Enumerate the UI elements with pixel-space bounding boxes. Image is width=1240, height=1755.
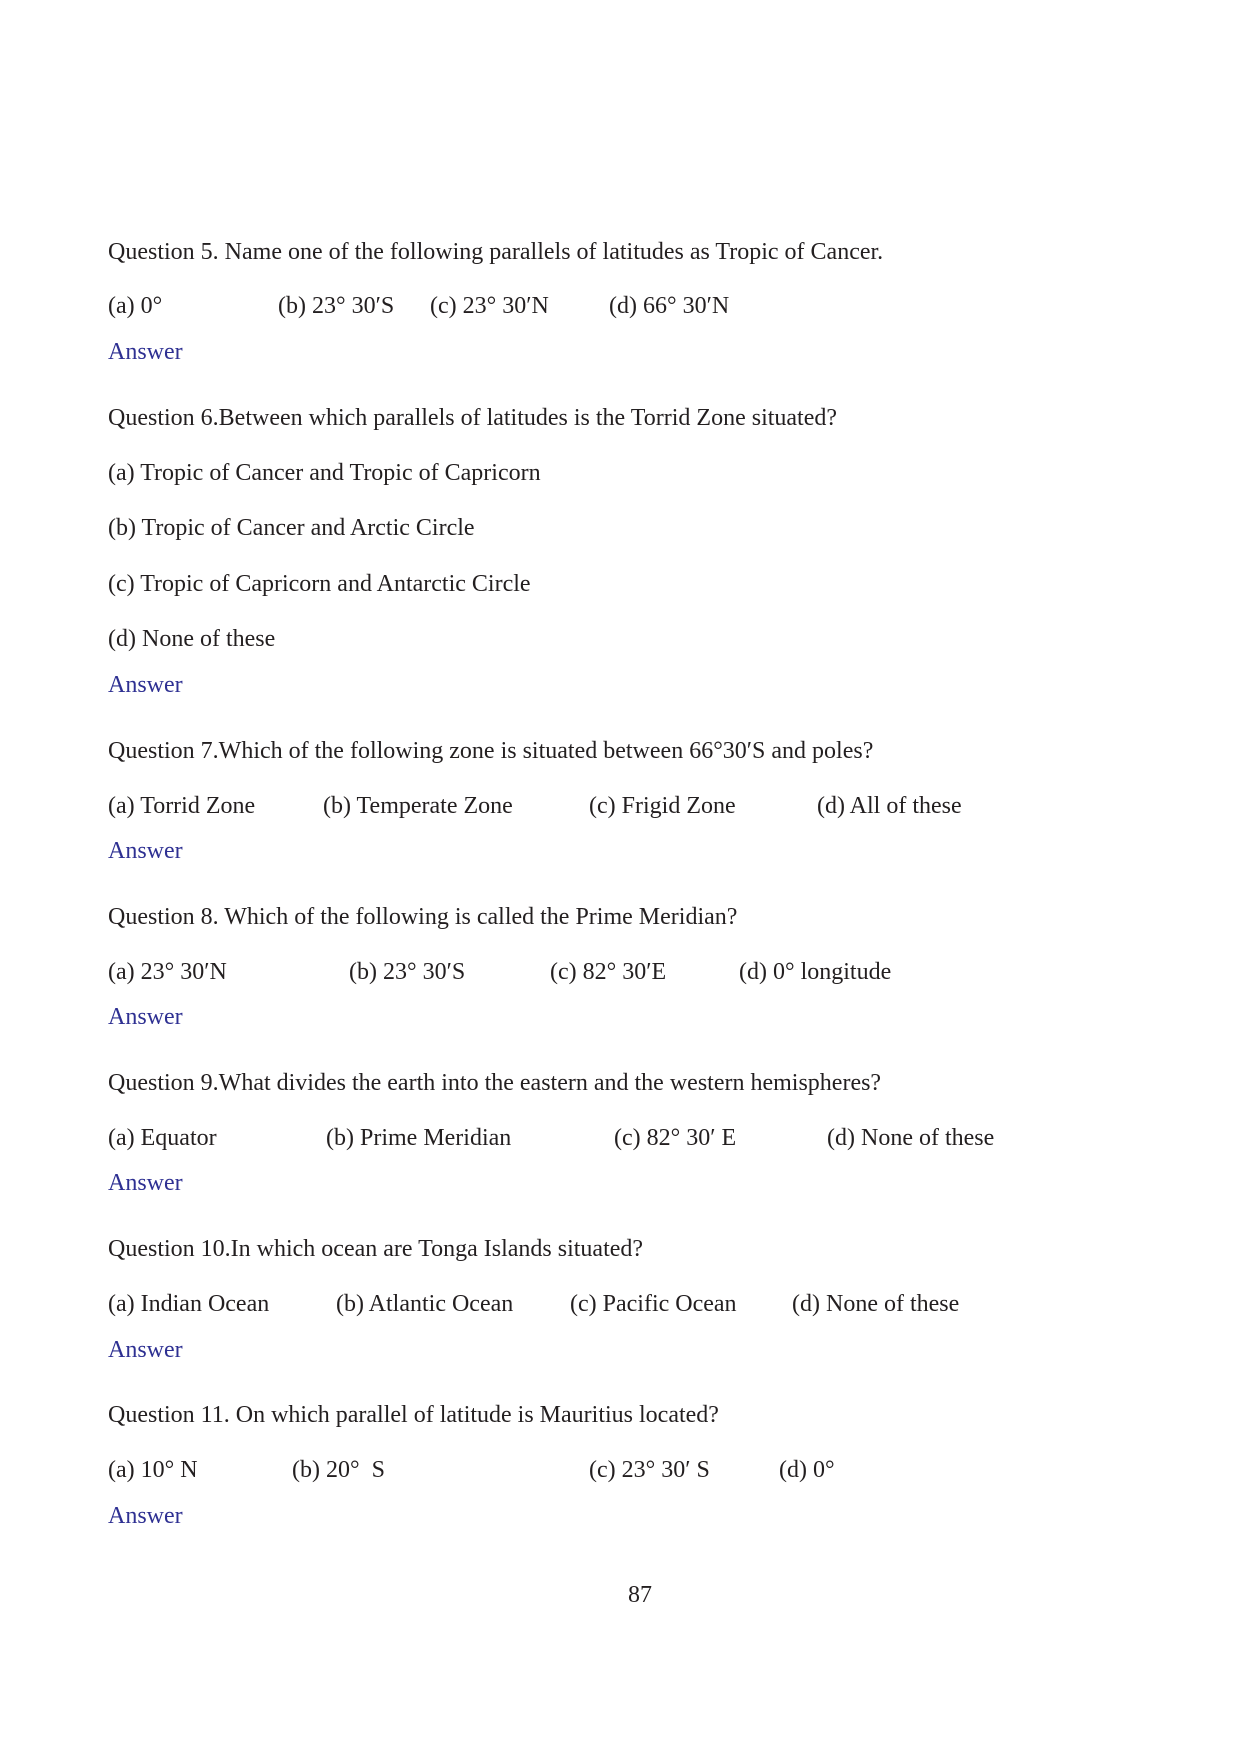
question-10-option-a: (a) Indian Ocean	[108, 1291, 270, 1317]
question-6-option-b: (b) Tropic of Cancer and Arctic Circle	[108, 515, 475, 541]
question-11-answer-link[interactable]: Answer	[108, 1503, 183, 1529]
question-9-option-b: (b) Prime Meridian	[326, 1125, 512, 1151]
question-7-answer-link[interactable]: Answer	[108, 838, 183, 864]
question-10-option-b: (b) Atlantic Ocean	[336, 1291, 514, 1317]
question-8-answer-link[interactable]: Answer	[108, 1004, 183, 1030]
question-10-title: Question 10.In which ocean are Tonga Islands situated?	[108, 1236, 644, 1262]
question-8-option-a: (a) 23° 30′N	[108, 959, 227, 985]
question-6-option-a: (a) Tropic of Cancer and Tropic of Capricorn	[108, 460, 541, 486]
question-10-option-d: (d) None of these	[792, 1291, 960, 1317]
question-6-title: Question 6.Between which parallels of latitudes is the Torrid Zone situated?	[108, 405, 838, 431]
question-7-option-c: (c) Frigid Zone	[589, 793, 736, 819]
question-11-option-c: (c) 23° 30′ S	[589, 1457, 710, 1483]
question-6-option-d: (d) None of these	[108, 626, 276, 652]
question-7-title: Question 7.Which of the following zone is situated between 66°30′S and poles?	[108, 738, 874, 764]
question-7-option-b: (b) Temperate Zone	[323, 793, 513, 819]
question-11-title: Question 11. On which parallel of latitude is Mauritius located?	[108, 1402, 719, 1428]
question-10-answer-link[interactable]: Answer	[108, 1337, 183, 1363]
question-9-answer-link[interactable]: Answer	[108, 1170, 183, 1196]
question-8-option-c: (c) 82° 30′E	[550, 959, 667, 985]
question-9-option-a: (a) Equator	[108, 1125, 217, 1151]
question-5-answer-link[interactable]: Answer	[108, 339, 183, 365]
question-11-option-d: (d) 0°	[779, 1457, 835, 1483]
question-5-option-b: (b) 23° 30′S	[278, 293, 395, 319]
question-11-option-a: (a) 10° N	[108, 1457, 198, 1483]
question-7-option-d: (d) All of these	[817, 793, 962, 819]
question-7-option-a: (a) Torrid Zone	[108, 793, 256, 819]
question-5-option-c: (c) 23° 30′N	[430, 293, 549, 319]
page-number: 87	[628, 1582, 652, 1608]
question-9-title: Question 9.What divides the earth into the eastern and the western hemispheres?	[108, 1070, 882, 1096]
question-6-option-c: (c) Tropic of Capricorn and Antarctic Circle	[108, 571, 531, 597]
question-10-option-c: (c) Pacific Ocean	[570, 1291, 737, 1317]
question-8-option-b: (b) 23° 30′S	[349, 959, 466, 985]
question-8-option-d: (d) 0° longitude	[739, 959, 892, 985]
question-5-option-d: (d) 66° 30′N	[609, 293, 730, 319]
question-11-option-b: (b) 20° S	[292, 1457, 385, 1483]
question-5-title: Question 5. Name one of the following parallels of latitudes as Tropic of Cancer.	[108, 239, 884, 265]
question-9-option-d: (d) None of these	[827, 1125, 995, 1151]
question-9-option-c: (c) 82° 30′ E	[614, 1125, 737, 1151]
question-5-option-a: (a) 0°	[108, 293, 163, 319]
question-6-answer-link[interactable]: Answer	[108, 672, 183, 698]
question-8-title: Question 8. Which of the following is called the Prime Meridian?	[108, 904, 738, 930]
